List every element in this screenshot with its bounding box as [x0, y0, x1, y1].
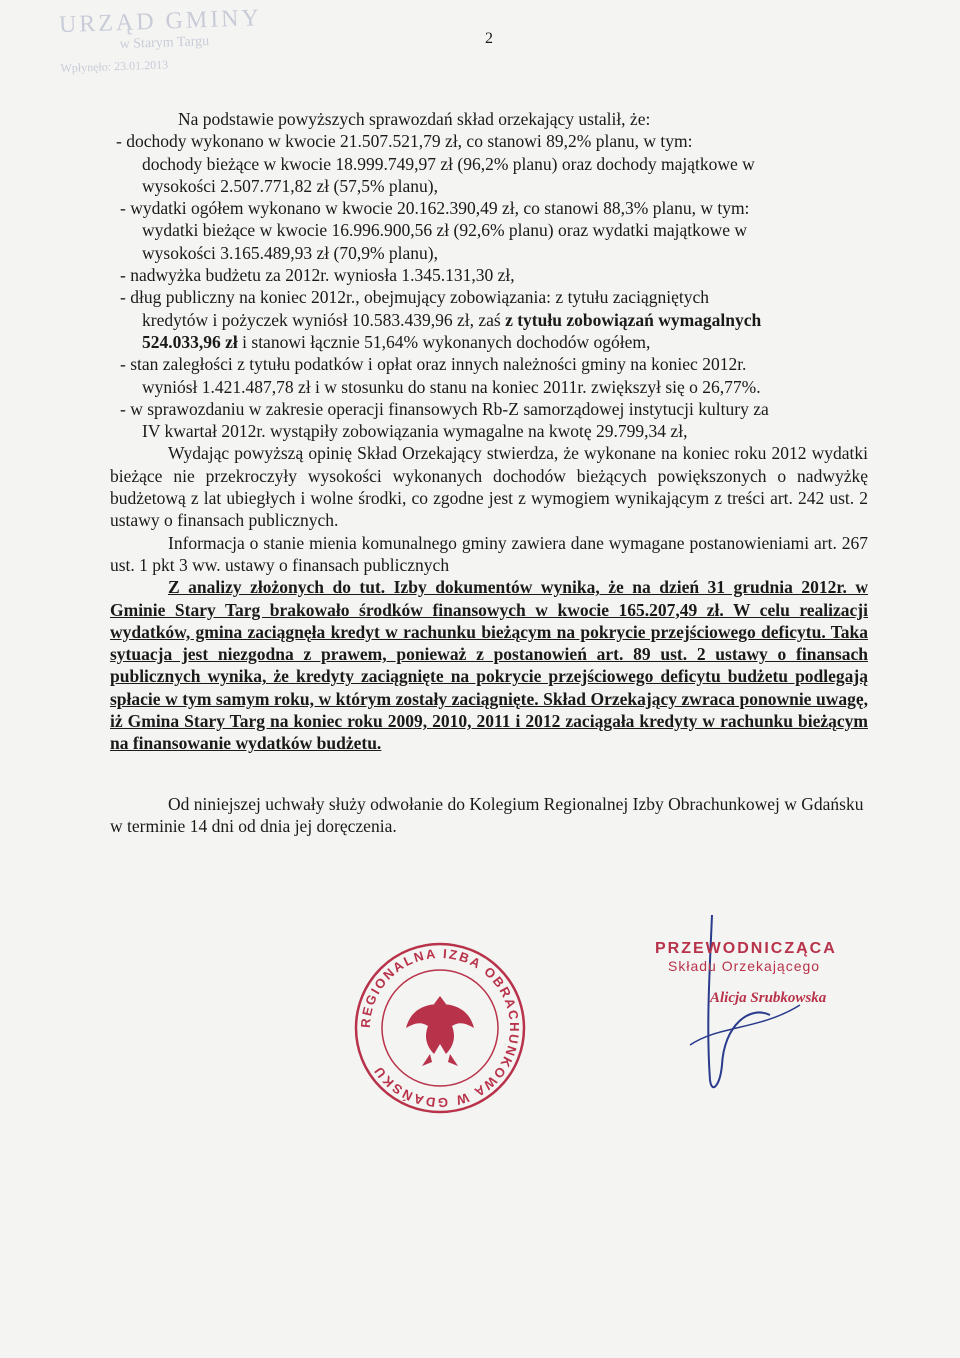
signatory-subtitle: Składu Orzekającego: [668, 958, 821, 974]
findings-line: - wydatki ogółem wykonano w kwocie 20.162.390,49 zł, co stanowi 88,3% planu, w tym:: [120, 198, 750, 219]
eagle-icon: [406, 996, 474, 1066]
opinion-paragraph: Wydając powyższą opinię Skład Orzekający stwierdza, że wykonane na koniec roku 2012 wydatki bieżące nie przekroczyły wysokości wykonanych dochodów bieżących powiększonych o nadwyżkę budżetową z lat ubiegłych i wolne środki, co zgodne jest z wymogiem wynikającym z treści art. 242 ust. 2 ustawy o finansach publicznych.: [110, 443, 868, 531]
findings-line: - stan zaległości z tytułu podatków i opłat oraz innych należności gminy na koniec 2012r.: [120, 354, 747, 375]
received-stamp: [59, 4, 302, 102]
debt-bold: z tytułu zobowiązań wymagalnych: [500, 309, 762, 330]
findings-line: wyniósł 1.421.487,78 zł i w stosunku do stanu na koniec 2011r. zwiększył się o 26,77%.: [142, 376, 761, 397]
findings-line: wysokości 2.507.771,82 zł (57,5% planu),: [142, 175, 439, 196]
stamp-location: w Starym Targu: [119, 33, 210, 53]
findings-line: wydatki bieżące w kwocie 16.996.900,56 zł (92,6% planu) oraz wydatki majątkowe w: [142, 220, 748, 241]
property-paragraph: Informacja o stanie mienia komunalnego gminy zawiera dane wymagane postanowieniami art. 267 ust. 1 pkt 3 ww. ustawy o finansach publicznych: [110, 532, 868, 575]
intro-paragraph: Na podstawie powyższych sprawozdań skład orzekający ustalił, że:: [178, 109, 651, 129]
findings-line: - w sprawozdaniu w zakresie operacji finansowych Rb-Z samorządowej instytucji kultury za: [120, 398, 769, 419]
findings-line: [142, 331, 868, 353]
findings-line: - dług publiczny na koniec 2012r., obejmujący zobowiązania: z tytułu zaciągniętych: [120, 287, 709, 308]
debt-amount: 524.033,96 zł: [142, 331, 238, 352]
signatory-name: Alicja Srubkowska: [710, 990, 827, 1006]
official-seal: [352, 940, 528, 1116]
findings-line: - nadwyżka budżetu za 2012r. wyniosła 1.345.131,30 zł,: [120, 265, 515, 286]
stamp-received-date: Wpłynęło: 23.01.2013: [60, 57, 169, 76]
stamp-office: URZĄD GMINY: [58, 5, 263, 39]
debt-text: kredytów i pożyczek wyniósł 10.583.439,96 zł, zaś: [142, 309, 501, 330]
seal-text: REGIONALNA IZBA OBRACHUNKOWA W GDAŃSKU: [357, 945, 523, 1111]
findings-line: - dochody wykonano w kwocie 21.507.521,79 zł, co stanowi 89,2% planu, w tym:: [116, 131, 693, 152]
document-body: [110, 108, 868, 837]
findings-line: dochody bieżące w kwocie 18.999.749,97 zł (96,2% planu) oraz dochody majątkowe w: [142, 153, 755, 174]
signatory-title: PRZEWODNICZĄCA: [655, 940, 837, 957]
debt-rest: i stanowi łącznie 51,64% wykonanych dochodów ogółem,: [237, 331, 651, 352]
page-number: 2: [485, 30, 493, 47]
findings-line: [142, 309, 868, 331]
appeal-paragraph: Od niniejszej uchwały służy odwołanie do Kolegium Regionalnej Izby Obrachunkowej w Gdańsku w terminie 14 dni od dnia jej doręczenia.: [110, 793, 864, 836]
findings-line: IV kwartał 2012r. wystąpiły zobowiązania wymagalne na kwotę 29.799,34 zł,: [142, 421, 688, 442]
deficit-paragraph: Z analizy złożonych do tut. Izby dokumentów wynika, że na dzień 31 grudnia 2012r. w Gminie Stary Targ brakowało środków finansowych w kwocie 165.207,49 zł. W celu realizacji wydatków, gmina zaciągnęła kredyt w rachunku bieżącym na pokrycie przejściowego deficytu. Taka sytuacja jest niezgodna z prawem, ponieważ z postanowień art. 89 ust. 2 ustawy o finansach publicznych wynika, że kredyty zaciągnięte na pokrycie przejściowego deficytu budżetu podlegają spłacie w tym samym roku, w którym zostały zaciągnięte. Skład Orzekający zwraca ponownie uwagę, iż Gmina Stary Targ na koniec roku 2009, 2010, 2011 i 2012 zaciągała kredyty w rachunku bieżącym na finansowanie wydatków budżetu.: [110, 577, 868, 754]
findings-line: wysokości 3.165.489,93 zł (70,9% planu),: [142, 242, 439, 263]
